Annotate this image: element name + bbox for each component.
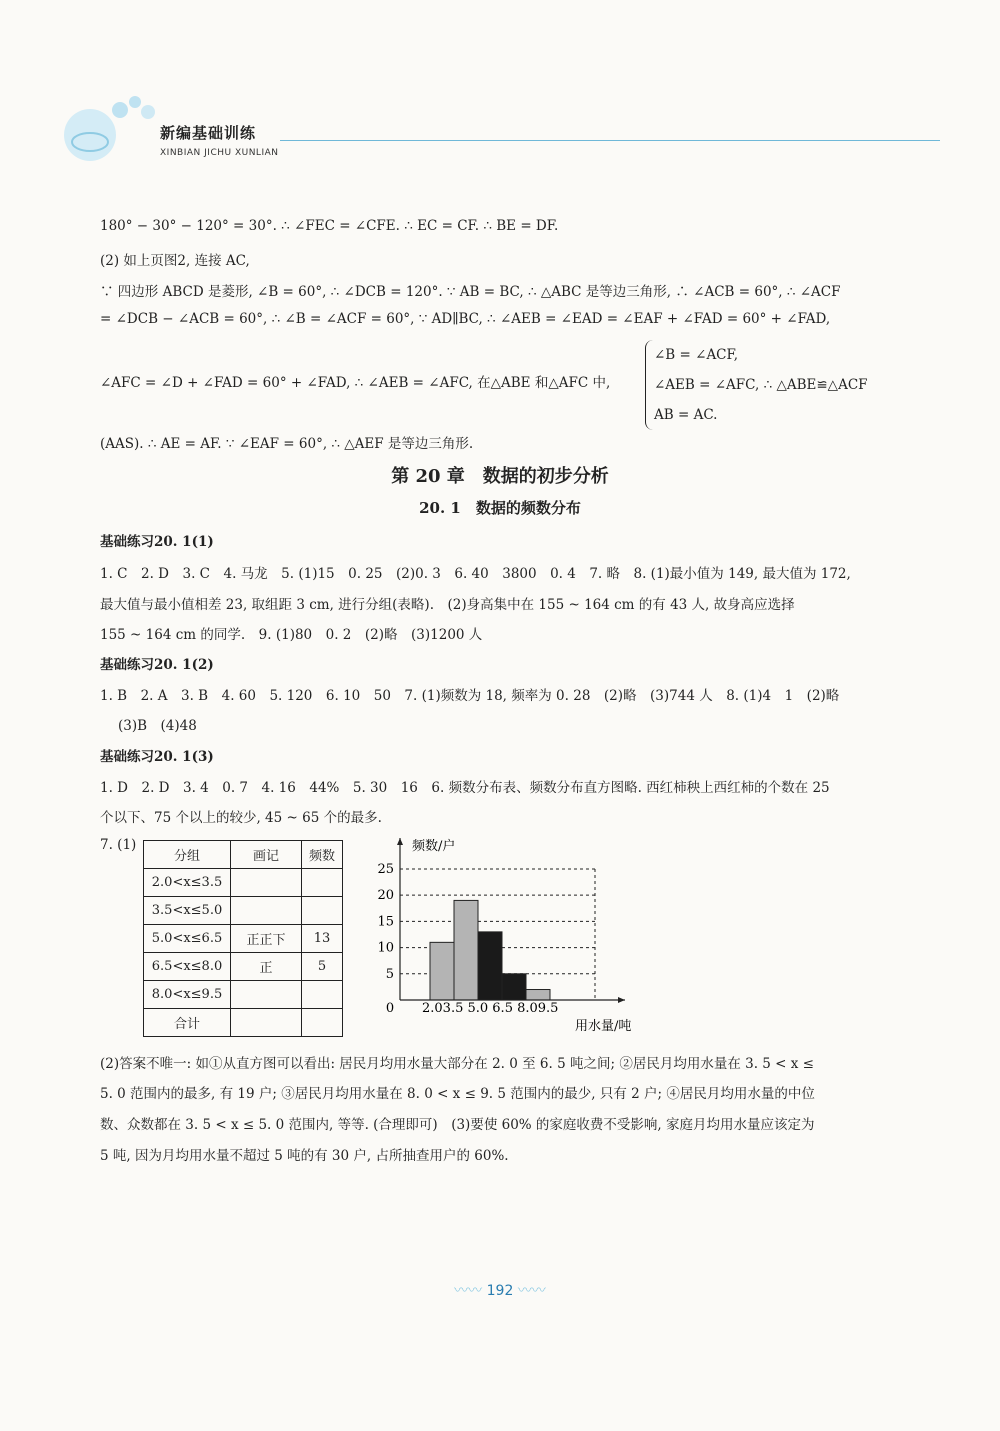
table-cell: 8.0<x≤9.5 xyxy=(144,981,231,1009)
y-tick-label: 25 xyxy=(377,861,394,877)
section-title: 20. 1 数据的频数分布 xyxy=(419,499,581,517)
text-line: (2) 如上页图2, 连接 AC, xyxy=(100,253,250,269)
answer-line: 1. B 2. A 3. B 4. 60 5. 120 6. 10 50 7. (1)频数为 18, 频率为 0. 28 (2)略 (3)744 人 8. (1)4 1 (2)略 xyxy=(100,688,840,704)
table-header: 分组 xyxy=(144,841,231,869)
table-row xyxy=(144,897,343,925)
text-line: (AAS). ∴ AE = AF. ∵ ∠EAF = 60°, ∴ △AEF 是等边三角形. xyxy=(100,436,474,452)
chapter-title: 第 20 章 数据的初步分析 xyxy=(391,466,609,487)
header-rule xyxy=(280,140,940,141)
answer-line: (3)B (4)48 xyxy=(118,718,197,734)
exercise-title: 基础练习20. 1(3) xyxy=(100,749,214,765)
y-tick-label: 20 xyxy=(377,888,394,904)
y-axis-label: 频数/户 xyxy=(412,839,456,854)
page-number xyxy=(0,1280,1000,1300)
table-cell: 5 xyxy=(302,953,343,981)
origin-label: 0 xyxy=(385,1001,395,1016)
answer-line: 最大值与最小值相差 23, 取组距 3 cm, 进行分组(表略). (2)身高集中在 155 ~ 164 cm 的有 43 人, 故身高应选择 xyxy=(100,597,795,613)
condition-line: AB = AC. xyxy=(654,407,718,423)
histogram-bar xyxy=(454,900,478,1000)
x-axis-arrow-icon xyxy=(618,997,625,1003)
answer-line: 1. D 2. D 3. 4 0. 7 4. 16 44% 5. 30 16 6. 频数分布表、频数分布直方图略. 西红柿秧上西红柿的个数在 25 xyxy=(100,780,830,796)
table-cell: 2.0<x≤3.5 xyxy=(144,869,231,897)
page-number-text: 192 xyxy=(486,1283,514,1299)
table-row xyxy=(144,925,343,953)
x-axis-label: 用水量/吨 xyxy=(575,1019,632,1034)
histogram-bar xyxy=(478,932,502,1000)
x-tick-labels: 2.03.5 5.0 6.5 8.09.5 xyxy=(422,1001,559,1016)
table-row xyxy=(144,953,343,981)
answer-line: 5 吨, 因为月均用水量不超过 5 吨的有 30 户, 占所抽查用户的 60%. xyxy=(100,1148,509,1164)
wave-left-icon: 〰〰 xyxy=(454,1283,483,1299)
table-header-row xyxy=(144,841,343,869)
y-tick-label: 5 xyxy=(385,966,394,982)
table-cell xyxy=(302,897,343,925)
congruence-conditions xyxy=(645,340,868,430)
table-cell: 13 xyxy=(302,925,343,953)
answer-line: 5. 0 范围内的最多, 有 19 户; ③居民月均用水量在 8. 0 < x ≤ 9. 5 范围内的最少, 只有 2 户; ④居民月均用水量的中位 xyxy=(100,1086,815,1102)
table-cell xyxy=(231,1009,302,1037)
header-title: 新编基础训练 xyxy=(160,124,257,142)
table-header: 频数 xyxy=(302,841,343,869)
text-line: 180° − 30° − 120° = 30°. ∴ ∠FEC = ∠CFE. ∴ EC = CF. ∴ BE = DF. xyxy=(100,218,559,234)
table-header: 画记 xyxy=(231,841,302,869)
table-row xyxy=(144,869,343,897)
table-cell xyxy=(231,897,302,925)
wave-right-icon: 〰〰 xyxy=(517,1283,546,1299)
condition-line: ∠B = ∠ACF, xyxy=(654,347,739,363)
table-cell xyxy=(302,869,343,897)
table-cell: 5.0<x≤6.5 xyxy=(144,925,231,953)
table-cell xyxy=(231,869,302,897)
table-cell: 合计 xyxy=(144,1009,231,1037)
condition-line: ∠AEB = ∠AFC, ∴ △ABE≌△ACF xyxy=(654,377,868,393)
answer-line: 数、众数都在 3. 5 < x ≤ 5. 0 范围内, 等等. (合理即可) (3)要使 60% 的家庭收费不受影响, 家庭月均用水量应该定为 xyxy=(100,1117,815,1133)
header-subtitle: XINBIAN JICHU XUNLIAN xyxy=(160,148,279,158)
histogram-bar xyxy=(526,990,550,1000)
exercise-title: 基础练习20. 1(1) xyxy=(100,534,214,550)
y-tick-label: 10 xyxy=(377,940,394,956)
question-label: 7. (1) xyxy=(100,837,137,853)
answer-line: (2)答案不唯一: 如①从直方图可以看出: 居民月均用水量大部分在 2. 0 至 6. 5 吨之间; ②居民月均用水量在 3. 5 < x ≤ xyxy=(100,1056,814,1072)
histogram-bar xyxy=(502,974,526,1000)
text-line: = ∠DCB − ∠ACB = 60°, ∴ ∠B = ∠ACF = 60°, ∵ AD∥BC, ∴ ∠AEB = ∠EAD = ∠EAF + ∠FAD = 60° + ∠FAD, xyxy=(100,311,831,327)
table-cell: 正正下 xyxy=(231,925,302,953)
table-cell xyxy=(231,981,302,1009)
table-cell: 6.5<x≤8.0 xyxy=(144,953,231,981)
answer-line: 个以下、75 个以上的较少, 45 ~ 65 个的最多. xyxy=(100,810,382,826)
exercise-title: 基础练习20. 1(2) xyxy=(100,657,214,673)
y-tick-label: 15 xyxy=(377,914,394,930)
answer-line: 1. C 2. D 3. C 4. 马龙 5. (1)15 0. 25 (2)0. 3 6. 40 3800 0. 4 7. 略 8. (1)最小值为 149, 最大值为 172, xyxy=(100,566,851,582)
y-axis-arrow-icon xyxy=(397,838,403,845)
frequency-table xyxy=(143,840,343,1037)
table-row xyxy=(144,981,343,1009)
table-cell: 3.5<x≤5.0 xyxy=(144,897,231,925)
table-row xyxy=(144,1009,343,1037)
histogram-bar xyxy=(430,942,454,1000)
text-line: ∠AFC = ∠D + ∠FAD = 60° + ∠FAD, ∴ ∠AEB = ∠AFC, 在△ABE 和△AFC 中, xyxy=(100,375,611,391)
table-cell xyxy=(302,1009,343,1037)
water-usage-histogram xyxy=(365,838,665,1038)
page-header xyxy=(60,90,940,170)
text-line: ∵ 四边形 ABCD 是菱形, ∠B = 60°, ∴ ∠DCB = 120°. ∵ AB = BC, ∴ △ABC 是等边三角形, ∴ ∠ACB = 60°, ∴ ∠ACF xyxy=(100,284,841,300)
answer-line: 155 ~ 164 cm 的同学. 9. (1)80 0. 2 (2)略 (3)1200 人 xyxy=(100,627,483,643)
table-cell: 正 xyxy=(231,953,302,981)
table-cell xyxy=(302,981,343,1009)
